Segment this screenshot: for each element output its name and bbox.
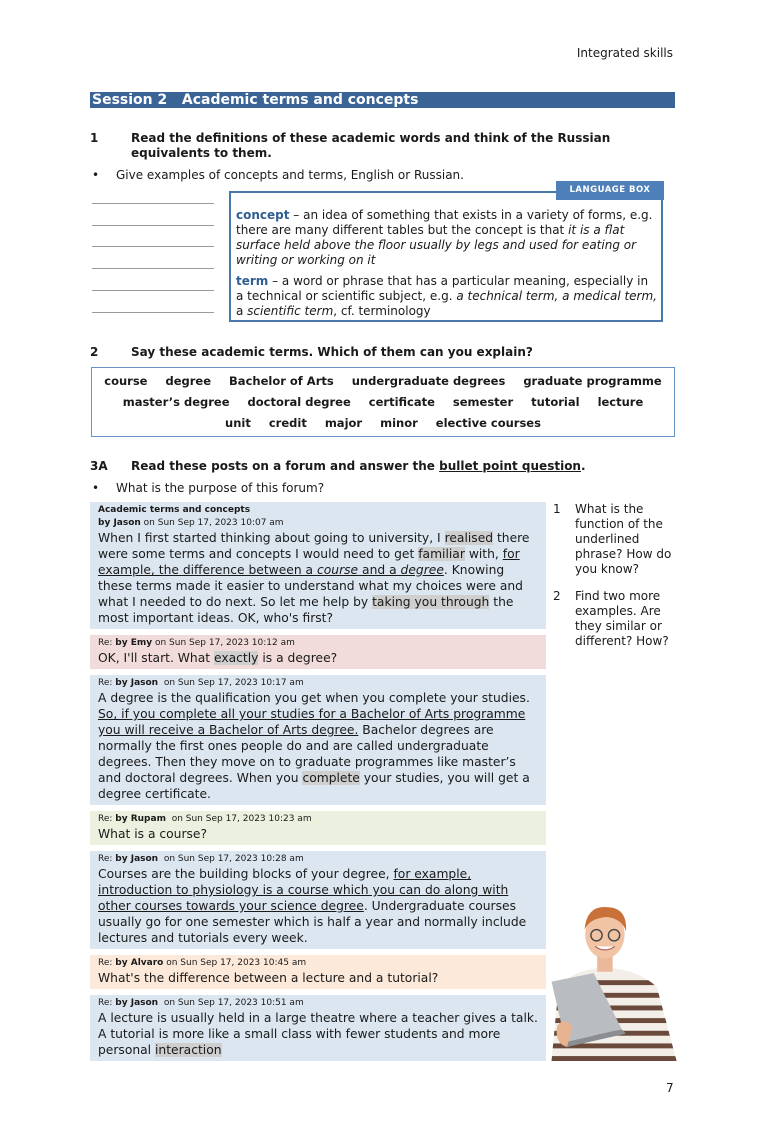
question-link: bullet point question (439, 459, 581, 473)
post-text: What's the difference between a lecture and a tutorial? (98, 971, 439, 985)
academic-term: lecture (597, 395, 644, 409)
example-text: scientific term (247, 304, 334, 318)
language-box-label: LANGUAGE BOX (556, 181, 664, 200)
post-text: What is a course? (98, 827, 208, 841)
reply-prefix: Re: (98, 814, 116, 824)
highlighted-word: taking you through (372, 595, 490, 609)
highlighted-word: realised (444, 531, 494, 545)
post-author[interactable]: by Emy (115, 638, 153, 648)
academic-term: unit (225, 416, 251, 430)
post-body (98, 970, 538, 986)
reply-prefix: Re: (98, 998, 116, 1008)
academic-term: semester (452, 395, 514, 409)
post-body (98, 866, 538, 946)
bullet-3a (92, 481, 324, 495)
forum-post (90, 502, 546, 629)
forum-post (90, 811, 546, 845)
forum-post (90, 955, 546, 989)
academic-term: course (104, 374, 148, 388)
side-question (553, 502, 673, 577)
terms-row (92, 371, 674, 392)
post-text: is a degree? (258, 651, 338, 665)
bullet-text: What is the purpose of this forum? (116, 481, 325, 495)
answer-line[interactable] (92, 203, 214, 204)
academic-term: doctoral degree (247, 395, 351, 409)
keyword: concept (236, 208, 290, 222)
question-text: Read the definitions of these academic words and think of the Russian equivalents to them. (131, 131, 611, 160)
side-question (553, 589, 673, 649)
post-meta (98, 853, 538, 866)
forum-post (90, 995, 546, 1061)
question-number: 2 (90, 345, 99, 359)
academic-term: tutorial (531, 395, 580, 409)
bullet-icon: • (92, 481, 100, 495)
academic-term: graduate programme (523, 374, 662, 388)
post-date: on Sun Sep 17, 2023 10:51 am (158, 998, 304, 1008)
post-meta (98, 957, 538, 970)
academic-term: minor (380, 416, 418, 430)
bullet-1 (92, 168, 464, 182)
post-author[interactable]: by Rupam (115, 814, 166, 824)
student-with-laptop-image (548, 836, 678, 1061)
language-box (229, 191, 663, 322)
question-text: Read these posts on a forum and answer the (131, 459, 440, 473)
academic-term: undergraduate degrees (351, 374, 506, 388)
underlined-phrase: for example, introduction to physiology is a course which you can do along with other courses towards your science degree (98, 867, 509, 913)
example-text: it is a flat surface held above the floor usually by legs and used for eating or writing or working on it (236, 223, 637, 267)
forum-thread (90, 502, 546, 1061)
definition-text: a (236, 304, 248, 318)
post-date: on Sun Sep 17, 2023 10:23 am (165, 814, 312, 824)
side-question-number: 1 (553, 502, 561, 516)
underlined-phrase: for example, the difference between a (98, 547, 520, 577)
side-questions (553, 502, 673, 661)
post-meta (98, 997, 538, 1010)
question-2 (90, 345, 680, 360)
post-meta (98, 677, 538, 690)
underlined-phrase: and a (358, 563, 401, 577)
reply-prefix: Re: (98, 854, 116, 864)
post-meta (98, 637, 538, 650)
post-text: Bachelor degrees are normally the first ones people do and are called undergraduate degrees. Then they move on to graduate programmes like master’s and doctoral degrees. When you (98, 723, 516, 785)
post-author[interactable]: by Jason (115, 998, 159, 1008)
definition-text: – an idea of something that exists in a variety of forms, e.g. there are many different tables but the concept is that (236, 208, 653, 237)
post-body (98, 650, 538, 666)
highlighted-word: complete (302, 771, 360, 785)
post-text: your studies, you will get a degree certificate. (98, 771, 530, 801)
side-question-text: What is the function of the underlined phrase? How do you know? (575, 502, 672, 576)
post-date: on Sun Sep 17, 2023 10:28 am (158, 854, 304, 864)
side-question-text: Find two more examples. Are they similar or different? How? (575, 589, 669, 648)
question-text-end: . (580, 459, 586, 473)
post-date: on Sun Sep 17, 2023 10:12 am (152, 638, 295, 648)
highlighted-word: familiar (418, 547, 465, 561)
post-text: A degree is the qualification you get when you complete your studies. (98, 691, 530, 705)
question-number: 3A (90, 459, 108, 473)
terms-row (92, 392, 674, 413)
running-header: Integrated skills (576, 46, 673, 60)
post-body (98, 690, 538, 802)
post-date: on Sun Sep 17, 2023 10:45 am (163, 958, 307, 968)
underlined-phrase: degree (400, 563, 444, 577)
terms-box (91, 367, 675, 437)
reply-prefix: Re: (98, 638, 116, 648)
post-text: with, (464, 547, 503, 561)
keyword: term (236, 274, 269, 288)
post-date: on Sun Sep 17, 2023 10:07 am (140, 518, 284, 528)
bullet-icon: • (92, 168, 100, 182)
forum-post (90, 635, 546, 669)
post-text: . Knowing these terms made it easier to understand what my choices were and what I needed to do next. So let me help by (98, 563, 523, 609)
definition-concept (236, 208, 657, 268)
post-author[interactable]: by Alvaro (115, 958, 164, 968)
answer-line[interactable] (92, 225, 214, 226)
academic-term: master’s degree (122, 395, 230, 409)
thread-title: Academic terms and concepts (98, 505, 251, 515)
answer-line[interactable] (92, 268, 214, 269)
post-author[interactable]: by Jason (98, 518, 141, 528)
question-3a (90, 459, 680, 474)
academic-term: certificate (368, 395, 435, 409)
post-text: OK, I'll start. What (98, 651, 214, 665)
underlined-phrase: So, if you complete all your studies for a Bachelor of Arts programme you will receive a Bachelor of Arts degree. (98, 707, 526, 737)
question-1 (90, 131, 680, 161)
post-meta (98, 813, 538, 826)
side-question-number: 2 (553, 589, 561, 603)
post-text: there were some terms and concepts I would need to get (98, 531, 530, 561)
bullet-text: Give examples of concepts and terms, English or Russian. (116, 168, 464, 182)
academic-term: Bachelor of Arts (229, 374, 334, 388)
post-author[interactable]: by Jason (115, 678, 159, 688)
post-text: the most important ideas. OK, who's first? (98, 595, 514, 625)
post-body (98, 530, 538, 626)
underlined-phrase: course (317, 563, 359, 577)
terms-row (92, 413, 674, 434)
post-body (98, 1010, 538, 1058)
question-text: Say these academic terms. Which of them can you explain? (131, 345, 533, 359)
academic-term: elective courses (435, 416, 541, 430)
post-text: When I first started thinking about going to university, I (98, 531, 445, 545)
forum-post (90, 675, 546, 805)
reply-prefix: Re: (98, 678, 116, 688)
forum-post (90, 851, 546, 949)
definition-term (236, 274, 657, 319)
post-body (98, 826, 538, 842)
academic-term: major (324, 416, 363, 430)
definition-text: , cf. terminology (333, 304, 431, 318)
question-number: 1 (90, 131, 99, 145)
session-title: Session 2 Academic terms and concepts (90, 92, 675, 108)
post-meta (98, 517, 538, 530)
post-text: Courses are the building blocks of your degree, (98, 867, 394, 881)
post-date: on Sun Sep 17, 2023 10:17 am (158, 678, 304, 688)
definition-text: – a word or phrase that has a particular meaning, especially in a technical or scientific subject, e.g. (236, 274, 649, 303)
academic-term: degree (165, 374, 212, 388)
post-text: A lecture is usually held in a large theatre where a teacher gives a talk. A tutorial is more like a small class with fewer students and more personal (98, 1011, 538, 1057)
example-text: a technical term, a medical term, (456, 289, 657, 303)
post-author[interactable]: by Jason (115, 854, 159, 864)
academic-term: credit (268, 416, 307, 430)
answer-line[interactable] (92, 290, 214, 291)
highlighted-word: interaction (155, 1043, 222, 1057)
reply-prefix: Re: (98, 958, 116, 968)
highlighted-word: exactly (214, 651, 259, 665)
answer-line[interactable] (92, 312, 214, 313)
page-number: 7 (666, 1081, 674, 1095)
post-text: . Undergraduate courses usually go for one semester which is half a year and normally include lectures and tutorials every week. (98, 899, 527, 945)
answer-line[interactable] (92, 246, 214, 247)
